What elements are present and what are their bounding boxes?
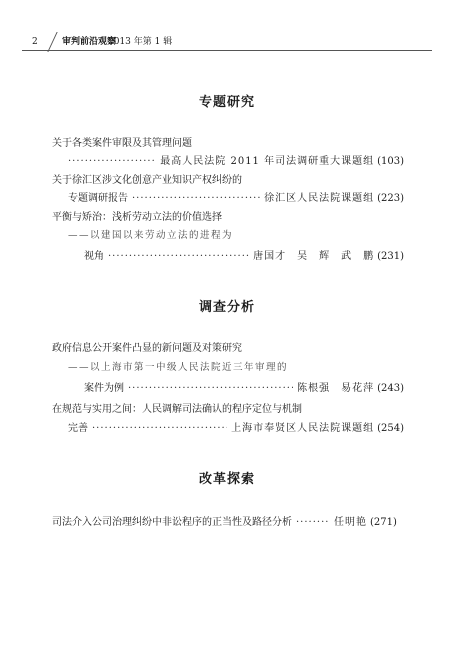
dot-leader (108, 250, 249, 264)
header-divider (47, 32, 57, 52)
dot-leader (128, 382, 293, 396)
toc-entry-leader-line (68, 422, 404, 436)
issue-label: 2013 年第 1 辑 (108, 37, 173, 47)
toc-entry-leader-line (52, 516, 404, 530)
toc-entry-author: 任明艳 (334, 517, 367, 528)
toc-entry-page: (271) (370, 517, 397, 528)
toc-entry-page: (231) (377, 251, 404, 262)
dot-leader (68, 155, 156, 169)
toc-entry-title-cont: 完善 (68, 423, 88, 434)
toc-entry-page: (223) (377, 193, 404, 204)
toc-entry-leader-line (68, 192, 404, 206)
section-heading: 改革探索 (198, 472, 255, 487)
running-header (22, 34, 432, 51)
journal-title: 审判前沿观察 (62, 37, 117, 47)
toc-entry-title-cont: 视角 (84, 251, 104, 262)
toc-entry-leader-line (84, 382, 404, 396)
toc-entry-leader-line (68, 155, 404, 169)
toc-entry-page: (254) (377, 423, 404, 434)
toc-entry-page: (103) (377, 156, 404, 167)
toc-entry-subtitle: ——以上海市第一中级人民法院近三年审理的 (68, 362, 289, 373)
toc-entry-title: 关于各类案件审限及其管理问题 (52, 138, 192, 149)
page-number: 2 (32, 37, 38, 47)
toc-entry-title: 关于徐汇区涉文化创意产业知识产权纠纷的 (52, 175, 242, 186)
toc-entry-author: 唐国才 吴 辉 武 鹏 (253, 251, 375, 262)
dot-leader (296, 516, 330, 530)
section-heading: 专题研究 (198, 95, 255, 110)
toc-entry-author: 徐汇区人民法院课题组 (264, 193, 375, 204)
toc-entry-author: 最高人民法院 2011 年司法调研重大课题组 (160, 156, 375, 167)
toc-entry-title-cont: 专题调研报告 (68, 193, 128, 204)
section-heading: 调查分析 (198, 300, 255, 315)
toc-entry-title: 在规范与实用之间：人民调解司法确认的程序定位与机制 (52, 404, 302, 415)
dot-leader (92, 422, 227, 436)
dot-leader (132, 192, 260, 206)
toc-entry-title: 政府信息公开案件凸显的新问题及对策研究 (52, 343, 242, 354)
toc-entry-leader-line (84, 250, 404, 264)
toc-entry-author: 陈根强 易花萍 (297, 383, 375, 394)
toc-entry-author: 上海市奉贤区人民法院课题组 (231, 423, 375, 434)
toc-entry-title: 司法介入公司治理纠纷中非讼程序的正当性及路径分析 (52, 517, 292, 528)
toc-entry-page: (243) (377, 383, 404, 394)
toc-entry-title: 平衡与矫治：浅析劳动立法的价值选择 (52, 212, 222, 223)
toc-entry-title-cont: 案件为例 (84, 383, 124, 394)
toc-entry-subtitle: ——以建国以来劳动立法的进程为 (68, 230, 234, 241)
